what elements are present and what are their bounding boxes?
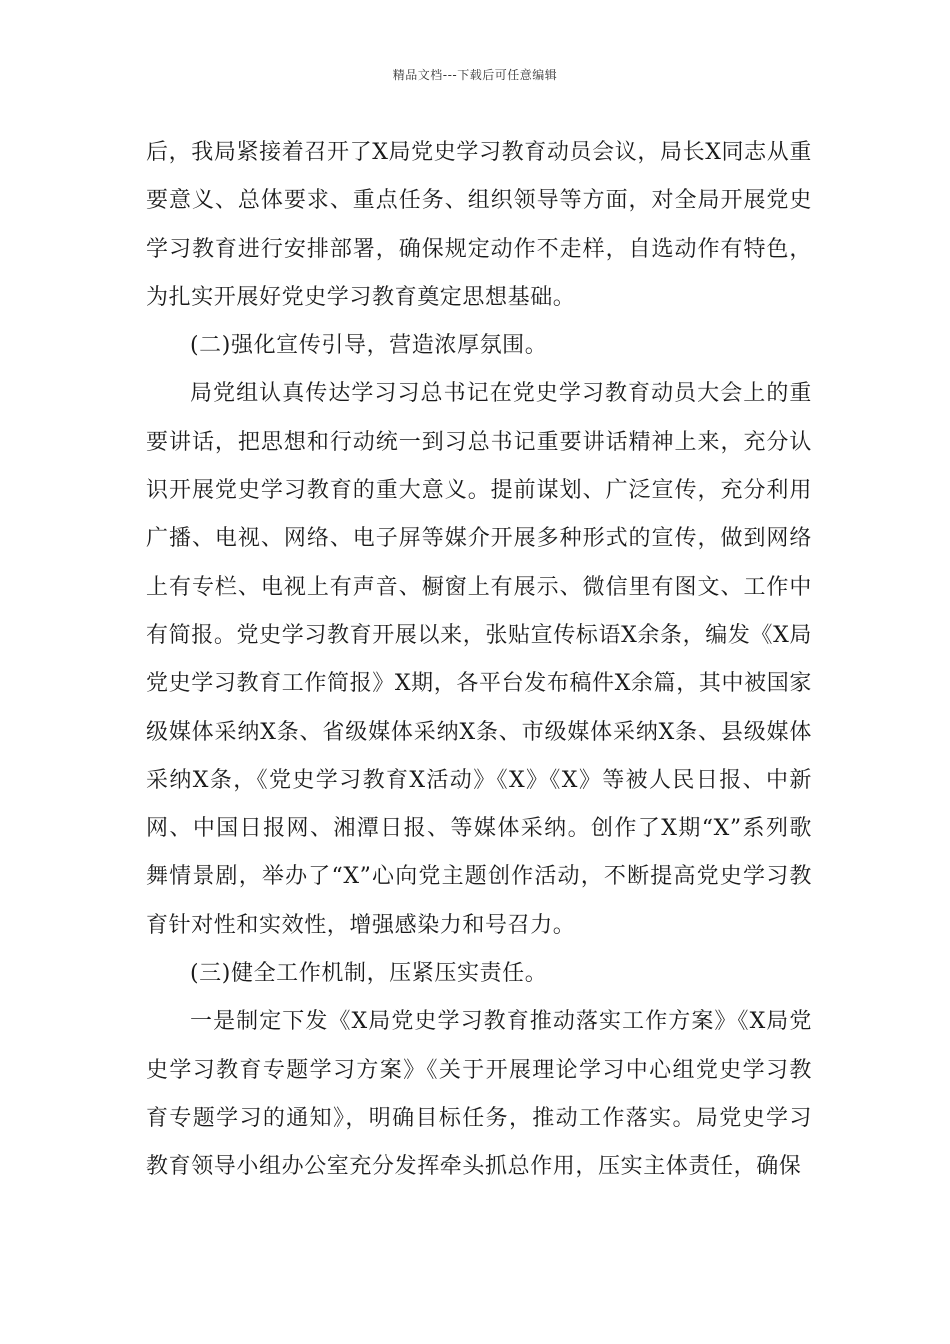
paragraph-1: 后，我局紧接着召开了X局党史学习教育动员会议，局长X同志从重要意义、总体要求、重点任务、组织领导等方面，对全局开展党史学习教育进行安排部署，确保规定动作不走样，自选动作有特色，为扎实开展好党史学习教育奠定思想基础。 xyxy=(146,140,812,310)
paragraph-2: 局党组认真传达学习习总书记在党史学习教育动员大会上的重要讲话，把思想和行动统一到习总书记重要讲话精神上来，充分认识开展党史学习教育的重大意义。提前谋划、广泛宣传，充分利用广播、电视、网络、电子屏等媒介开展多种形式的宣传，做到网络上有专栏、电视上有声音、橱窗上有展示、微信里有图文、工作中有简报。党史学习教育开展以来，张贴宣传标语X余条，编发《X局党史学习教育工作简报》X期，各平台发布稿件X余篇，其中被国家级媒体采纳X条、省级媒体采纳X条、市级媒体采纳X条、县级媒体采纳X条，《党史学习教育X活动》《X》《X》等被人民日报、中新网、中国日报网、湘潭日报、等媒体采纳。创作了X期“X”系列歌舞情景剧，举办了“X”心向党主题创作活动，不断提高党史学习教育针对性和实效性，增强感染力和号召力。 xyxy=(146,381,812,938)
paragraph-3: 一是制定下发《X局党史学习教育推动落实工作方案》《X局党史学习教育专题学习方案》《关于开展理论学习中心组党史学习教育专题学习的通知》，明确目标任务，推动工作落实。局党史学习教育领导小组办公室充分发挥牵头抓总作用，压实主体责任，确保 xyxy=(146,1009,812,1180)
page-header: 精品文档---下载后可任意编辑 xyxy=(392,68,558,82)
section-heading-3: (三)健全工作机制，压紧压实责任。 xyxy=(190,961,548,987)
document-body xyxy=(146,129,812,1192)
section-heading-2: (二)强化宣传引导，营造浓厚氛围。 xyxy=(190,333,548,359)
